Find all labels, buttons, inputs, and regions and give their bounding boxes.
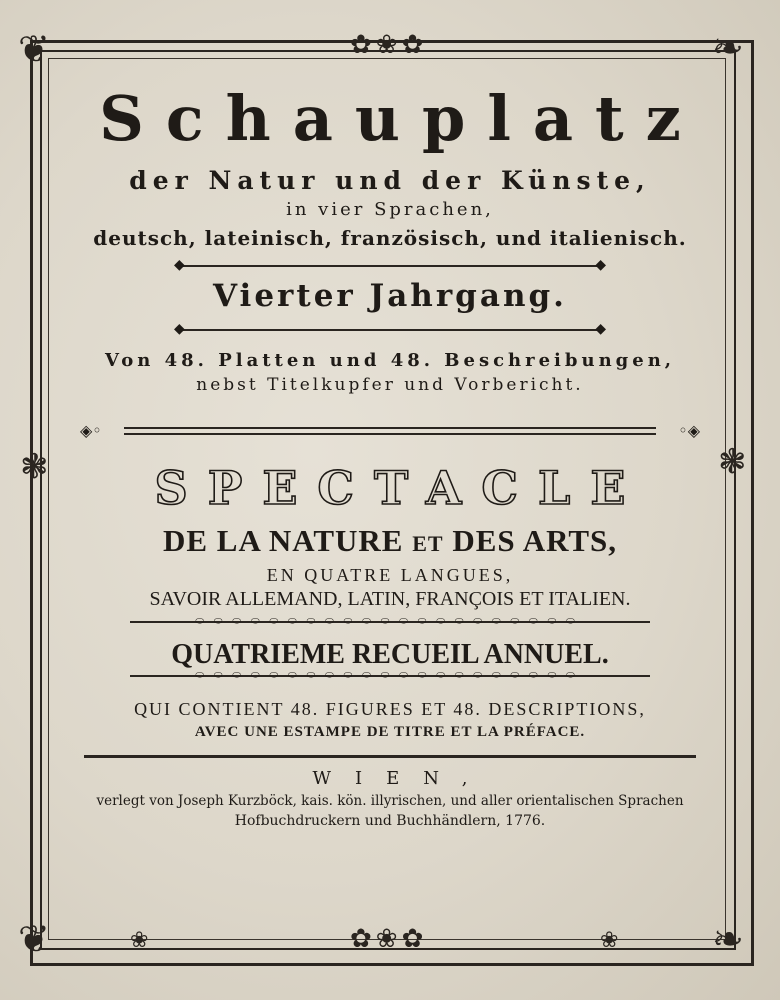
corner-ornament-top-right: ❧ [712, 25, 744, 69]
rule-below-german-year: ◆ ◆ [174, 321, 606, 337]
french-description-2: AVEC UNE ESTAMPE DE TITRE ET LA PRÉFACE. [194, 724, 586, 740]
french-line-1a: DE LA NATURE [162, 523, 404, 558]
imprint-rule [84, 755, 696, 758]
german-year: Vierter Jahrgang. [213, 278, 567, 314]
german-title: Schauplatz [99, 82, 703, 155]
french-line-3: SAVOIR ALLEMAND, LATIN, FRANÇOIS ET ITALIEN. [149, 588, 631, 610]
french-line-2: EN QUATRE LANGUES, [266, 565, 514, 585]
french-year: QUATRIEME RECUEIL ANNUEL. [171, 639, 609, 670]
french-description-1: QUI CONTIENT 48. FIGURES ET 48. DESCRIPTIONS, [134, 699, 646, 719]
title-page-text [62, 70, 718, 829]
corner-ornament-top-left: ❦ [18, 27, 50, 71]
corner-ornament-bottom-right: ❧ [712, 917, 744, 961]
german-subtitle-1: der Natur und der Künste, [129, 166, 651, 195]
french-title: SPECTACLE [154, 461, 646, 515]
imprint-line-1: verlegt von Joseph Kurzböck, kais. kön. illyrischen, und aller orientalischen Sprachen [96, 793, 684, 809]
imprint-city: WIEN, [312, 768, 492, 789]
side-ornament-left: ❃ [20, 447, 49, 487]
corner-ornament-bottom-left: ❦ [18, 917, 50, 961]
bottom-ornament-left: ❀ [130, 928, 149, 953]
imprint-line-2: Hofbuchdruckern und Buchhändlern, 1776. [234, 813, 546, 829]
french-line-1b: ET [412, 531, 444, 556]
rule-above-german-year: ◆ ◆ [174, 257, 606, 273]
bottom-ornament-right: ❀ [600, 928, 619, 953]
french-line-1c: DES ARTS, [452, 523, 618, 558]
chain-rule-bottom: ⬭⬭⬭⬭⬭⬭⬭⬭⬭⬭⬭⬭⬭⬭⬭⬭⬭⬭⬭⬭⬭ [130, 675, 650, 687]
top-ornament: ✿❀✿ [350, 30, 428, 60]
german-subtitle-3: deutsch, lateinisch, französisch, und italienisch. [93, 226, 687, 250]
chain-rule-top: ⬭⬭⬭⬭⬭⬭⬭⬭⬭⬭⬭⬭⬭⬭⬭⬭⬭⬭⬭⬭⬭ [130, 621, 650, 633]
german-subtitle-2: in vier Sprachen, [286, 199, 494, 220]
section-divider: ◈◦ ◦◈ [80, 421, 700, 440]
bottom-ornament: ✿❀✿ [350, 924, 428, 954]
french-line-1 [62, 523, 718, 559]
side-ornament-right: ❃ [718, 442, 747, 482]
german-description-1: Von 48. Platten und 48. Beschreibungen, [104, 350, 676, 371]
german-description-2: nebst Titelkupfer und Vorbericht. [196, 375, 584, 395]
